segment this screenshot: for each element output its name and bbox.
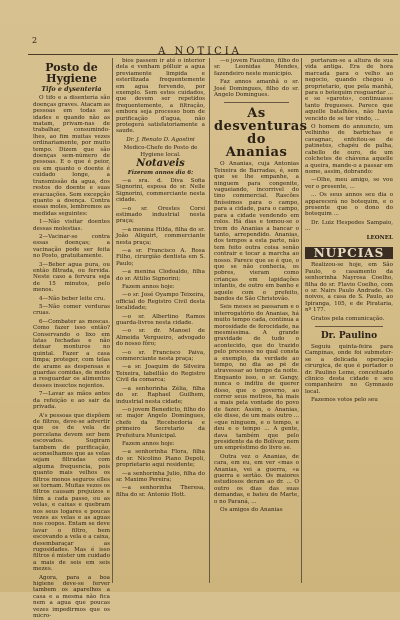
column-divider (301, 58, 302, 583)
paragraph: Outra vez o Ananias, de cara, em eu, em ver «mas o Ananias, vei a guerra, «a guerra e sertão. Os maiores estudiosos deram ao dr. ... O outro os dias das suas demandas, e bateu de Marte, o no Paraná, ... (214, 453, 299, 505)
column-1 (33, 58, 111, 620)
list-item: —a sr. Joaquim de Silveira Teixeira, tabellião do Registro Civil da comarca; (116, 364, 205, 384)
paragraph: portaram-se a altura de sua vida antiga. Era de hora marcada para o velho ao negocio, quando chegou o proprietario, que pela manhã, para o botequim resguardar ... e se «garoto», continuasse tanto fregueses. Parece que aquelle batalhões, não havia vencido de se ter vindo, ... (305, 58, 393, 122)
paragraph: O Ananias, cuja Antonias Teixeira de Barradas, é, sem que se lhe empanhe, a ninguem para congenite, vagueiando, incorrivel do tino commercial. Rascões finíssimos para o campo, para a cidade, para o campo, para a cidade vendendo em rolos. Há dias e tomou-se o trem do Ananias a bancar o tanto, arrependido. Ananias, dos tempos a esta parte, não tem feito outra coisa senão contrair e tocar a marcha ao nosso. Parece que se é que, o que se não conhecia, os pobres, vieram como crianças em lapidações infantis, de outro em banho e aquele com o prefeito, bandos de São Christovão. (214, 161, 299, 302)
paragraph: Seguiu quinta-feira para Campinas, onde foi submeter-se a delicada operação cirurgica, de que é portador o dr. Paulino Leme, conceituado clinico desta cidade e seu companheiro no Gymnasio local. (305, 344, 393, 395)
column-4 (305, 58, 393, 583)
paragraph: Realizou-se hoje, em São Paulo, o casamento da senhorinha Nayrosa Coelho, filha do sr. Flavio Coelho, com o sr. Nairs Paulo Andrade. Os noivos, a casa de S. Paulo, ao Ipiranga, 105, e de Pirataria, nº 177. (305, 262, 393, 314)
newspaper-title: A NOTICIA (158, 46, 242, 57)
list-item: —a senhorinha Flora, filha do sr. Nicolino Piano Depoli, proprietario aqui residente; (116, 449, 205, 469)
column-3 (214, 58, 308, 583)
page-number: 2 (32, 36, 38, 45)
list-item: —a senhorinha Zélia, filha do sr. Raphael Guilhem, industrial nesta cidade; (116, 385, 205, 405)
list-item: —o sr. Orestes Corsi estimado industrial nesta praça; (116, 205, 205, 225)
list-item: —a senhorinha Julio, filha do sr. Maximo Pereira; (116, 470, 205, 483)
list-item: Fazem annos hoje: (122, 440, 175, 447)
paragraph: Dr. Luiz Hespedes Sampaio, ... (305, 219, 393, 233)
signature-name: Dr. J. Renato D. Agostini (126, 136, 195, 143)
list-item: —a menina Clodoaldo, filha do sr. Attilio Signorini; (116, 269, 205, 282)
signature-title: Medico-Chefe do Posto de Hygiene local. (123, 145, 198, 158)
list-item: —o sr. dr. Manoel de Almeida Vergueiro, advogado do nosso fôro; (116, 328, 205, 348)
paragraph: Gratos pela comunicação. (311, 315, 385, 322)
paragraph: 4—Não beber leite cru. (39, 295, 106, 302)
paragraph: 6—Combater as moscas. Como fazer isso então? Conservando o lixo em latas fechadas e não deixar monturos no quintal. Fazer a casa limpa; proteger, com telas de arame as despensas e guardas comidas, de modo a resguardar os alimentos desses insectos nojentos. (33, 318, 110, 389)
column-divider (209, 58, 210, 583)
anniversaries-list (116, 178, 205, 498)
nupcias-body (305, 262, 393, 322)
nupcias-banner: NUPCIAS (305, 247, 393, 259)
paragraph: O tifo e a disenteria são doenças graves. Atacam as pessoas em todas as idades e quando não as matam, privam-nas de trabalhar, consumindo-lhes, ao fim muitas vezes ordinariamente, por muito tempo. Dizem que são doenças sem-número de pessoas. E o que é peior, ou em quanto o doente é cuidado longe, a transmissão da agua, dos restos do doente e suas evacuações. Sem excepção quanto a doença. Contra essas moles, lembremos as medidas seguintes: (33, 95, 110, 217)
paragraph: Agora, para a boa higiene deve-se ferver tambem os aparelhos a casa e a mesma não fica nem a agua que poucas vezes impedirmos que os micro- (33, 574, 110, 620)
paragraph: 7—Lavar as mãos antes da refeição e ao sair da privada. (33, 391, 110, 411)
list-item: —a sra. d. Diva Sofia Signorini, esposa do sr. Nelle Signorini, commerciante nesta cidade. (116, 177, 205, 204)
article-body (33, 95, 110, 619)
paragraph: 3—Beber agua pura, ou então filtrada, ou fervida. Neste caso a fervura seja de 15 minutos, pelo menos. (33, 261, 110, 294)
masthead (0, 8, 400, 57)
paragraph: —o jovem Faustino, filho do sr. Leonidas Mendes, fazendeiro neste municipio. (214, 58, 299, 77)
paragraph: Fazemos votos pelo seu (311, 397, 378, 404)
paragraph: Seis meses se passaram e o interrogatório do Ananias, há muito tempo cada, continua a morosidade de ferocidade, na mesmíssima. A grande gravidade de tudo o acontecido, que do trazido pelo processo no qual consta a exemplo, da verdade ao tempo, no dia ao pé de atravessar ao tempo da noite. Enquanto isso, o sr. Gangy, nunca o inditiu de querer disso, que o governo, ao correr seus motivos, há mais a mais pela vontade do povo de fazer. Assim, o Ananias, ele disse, de um mais outro ... «que ninguem, e o tempo, e deu e o tempo ... A gente, dava também que pelo presidente da do Bolívar, nem um empréstimo do livro se. (214, 304, 299, 452)
paragraph: Os amigos do Ananias (220, 506, 283, 513)
separator (224, 102, 289, 103)
author-signature: LEONEL (366, 234, 393, 241)
column-4-intro (305, 58, 393, 233)
section-heading-notaveis: Notaveis (136, 158, 185, 170)
list-item: —o sr. Albertino Ramos guarda-livros nesta cidade. (116, 313, 205, 327)
list-item: —a menina Hilda, filha do sr. João Aliquirt, commerciante nesta praça; (116, 226, 205, 246)
paragraph: 5—Não comer verduras cruas. (33, 304, 110, 317)
header-rule (28, 54, 398, 55)
list-item: —a sr. Francisco A. Rosa Filho, cirurgião dentista em S. Paulo; (116, 247, 205, 267)
article-body (214, 161, 299, 513)
list-item: —a senhorinha Theresa, filha do sr. Antonio Hott. (116, 485, 205, 498)
list-item: —o jovem Benedicto, filho do sr. major Angelo Domingues, chefe da Recebedoria e primeiro Secretario da Prefeitura Municipal. (116, 406, 205, 439)
paragraph: O homem do annuncio, um velhinho de barbichas e cavagnac, enfeitou-se de patinetes, chapéu de palha, cabello de ouro, de um colchetes de chávena aquelle a queira, mande-o a passar em nome, assim, dobrando: (305, 124, 393, 175)
list-item: Fazem annos hoje: (122, 284, 175, 290)
paragraph: 1—Não visitar doentes dessas molestias. (33, 219, 110, 232)
paulino-body (305, 344, 393, 404)
paragraph: ... Os seus annos seu dia o apparecerá no botequim, e o presente que o dono do botequim ... (305, 192, 393, 218)
list-item: —o sr. Francisco Paiva, commerciante nesta praça; (116, 349, 205, 363)
anniversaries-label: Fizeram annos dia 6: (127, 169, 194, 176)
paragraph: A's pessoas que dispõem de filtros, deve-se advertir que os de vela de porcelana devem ser bem escovados. Sugiram tambem de purificação, aconselhamos que as velas sejam filtradas com alguma frequencia, pois quanto mais velhos os filtros menos seguros elles se tornam. Muitas vezes os filtros causam prejuizos e têm a cada passo, ou as velas, e caixas e quebram nos seus logares e poucas vezes as velas e as aguas nos coopos. Entam se deve lavar o filtro, bem escovando a vela e a caixa, desembaraçar as rugosidades. Mas é isso filtros é mister um cuidado a mais de seis em seis mezes. (33, 412, 111, 573)
article-heading-hygiene: Posto de Hygiene (45, 61, 98, 85)
column-3-intro (214, 58, 299, 98)
article-heading-paulino: Dr. Paulino (320, 331, 378, 342)
paragraph: Faz annos amanhã o sr. José Domingues, filho do sr. Angelo Domingues. (214, 79, 299, 99)
column-2 (116, 58, 205, 583)
article-heading-ananias: As desventuras do Ananias (214, 106, 308, 161)
paragraph: —Olhe, meu amigo, se vou ver o presente, ... (305, 177, 393, 190)
list-item: —o sr. José Oyampo Teixeira, official do Registro Civil desta localidade; (116, 292, 205, 312)
column-divider (112, 58, 113, 583)
article-subheading: Tifo e dysenteria (41, 85, 102, 93)
separator (315, 326, 383, 327)
paragraph: bios passem ir até o interior dela e venham pôlluir a agua previamente limpida e esterilizada frequentemente em agua fervendo, por exemplo. Sem estes cuidados, que devem ser repetidos frequentemente, a filtração, embora seja processo bom de purificação d'agua, não protegerá satisfatoriamente a saude. (116, 58, 205, 135)
paragraph: 2—Vacinar-se contra essas doenças; a vacinação pode ser feita no Posto, gratuitamente. (33, 233, 110, 260)
